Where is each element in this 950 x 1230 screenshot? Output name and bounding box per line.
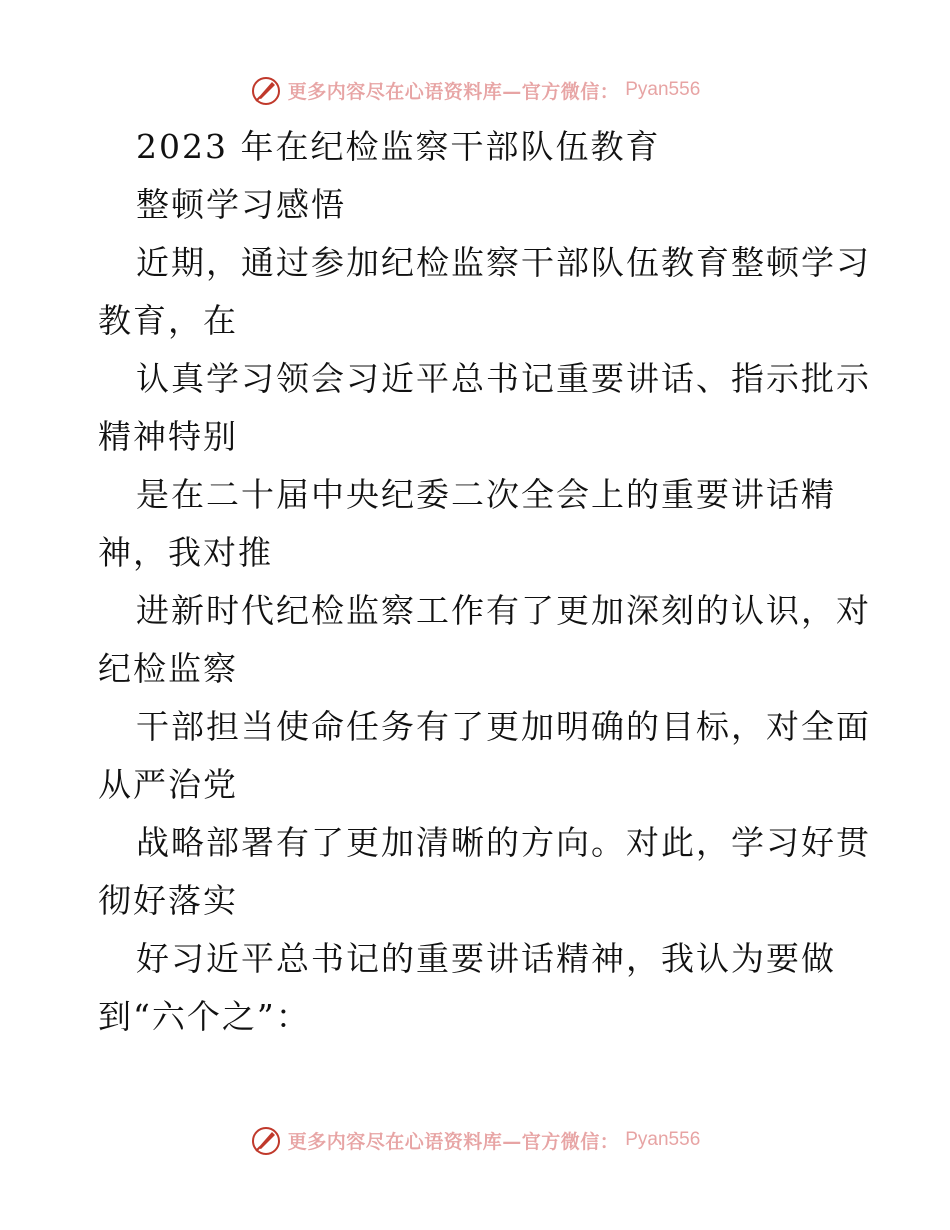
watermark-account: Pyan556 <box>625 79 701 100</box>
text-line: 神，我对推 <box>98 533 273 572</box>
text-line: 进新时代纪检监察工作有了更加深刻的认识，对 <box>136 591 871 630</box>
text-line: 战略部署有了更加清晰的方向。对此，学习好贯 <box>136 823 871 862</box>
text-line: 从严治党 <box>98 765 238 804</box>
text-line: 好习近平总书记的重要讲话精神，我认为要做 <box>136 939 836 978</box>
text-line: 彻好落实 <box>98 881 238 920</box>
quill-circle-logo-icon <box>250 74 282 106</box>
text-line: 整顿学习感悟 <box>136 185 346 224</box>
watermark-text: 更多内容尽在心语资料库—官方微信： <box>287 80 620 103</box>
document-body <box>98 118 871 1046</box>
text-line: 干部担当使命任务有了更加明确的目标，对全面 <box>136 707 871 746</box>
watermark-account: Pyan556 <box>625 1129 701 1150</box>
text-line: 精神特别 <box>98 417 238 456</box>
text-line: 认真学习领会习近平总书记重要讲话、指示批示 <box>136 359 871 398</box>
text-line: 教育，在 <box>98 301 238 340</box>
watermark-text: 更多内容尽在心语资料库—官方微信： <box>287 1130 620 1153</box>
text-line: 纪检监察 <box>98 649 238 688</box>
text-line: 是在二十届中央纪委二次全会上的重要讲话精 <box>136 475 836 514</box>
header-watermark <box>0 70 950 110</box>
text-line: 2023 年在纪检监察干部队伍教育 <box>136 127 661 166</box>
text-line: 近期，通过参加纪检监察干部队伍教育整顿学习 <box>136 243 871 282</box>
footer-watermark <box>0 1120 950 1160</box>
text-line: 到“六个之”： <box>98 997 311 1036</box>
quill-circle-logo-icon <box>250 1124 282 1156</box>
